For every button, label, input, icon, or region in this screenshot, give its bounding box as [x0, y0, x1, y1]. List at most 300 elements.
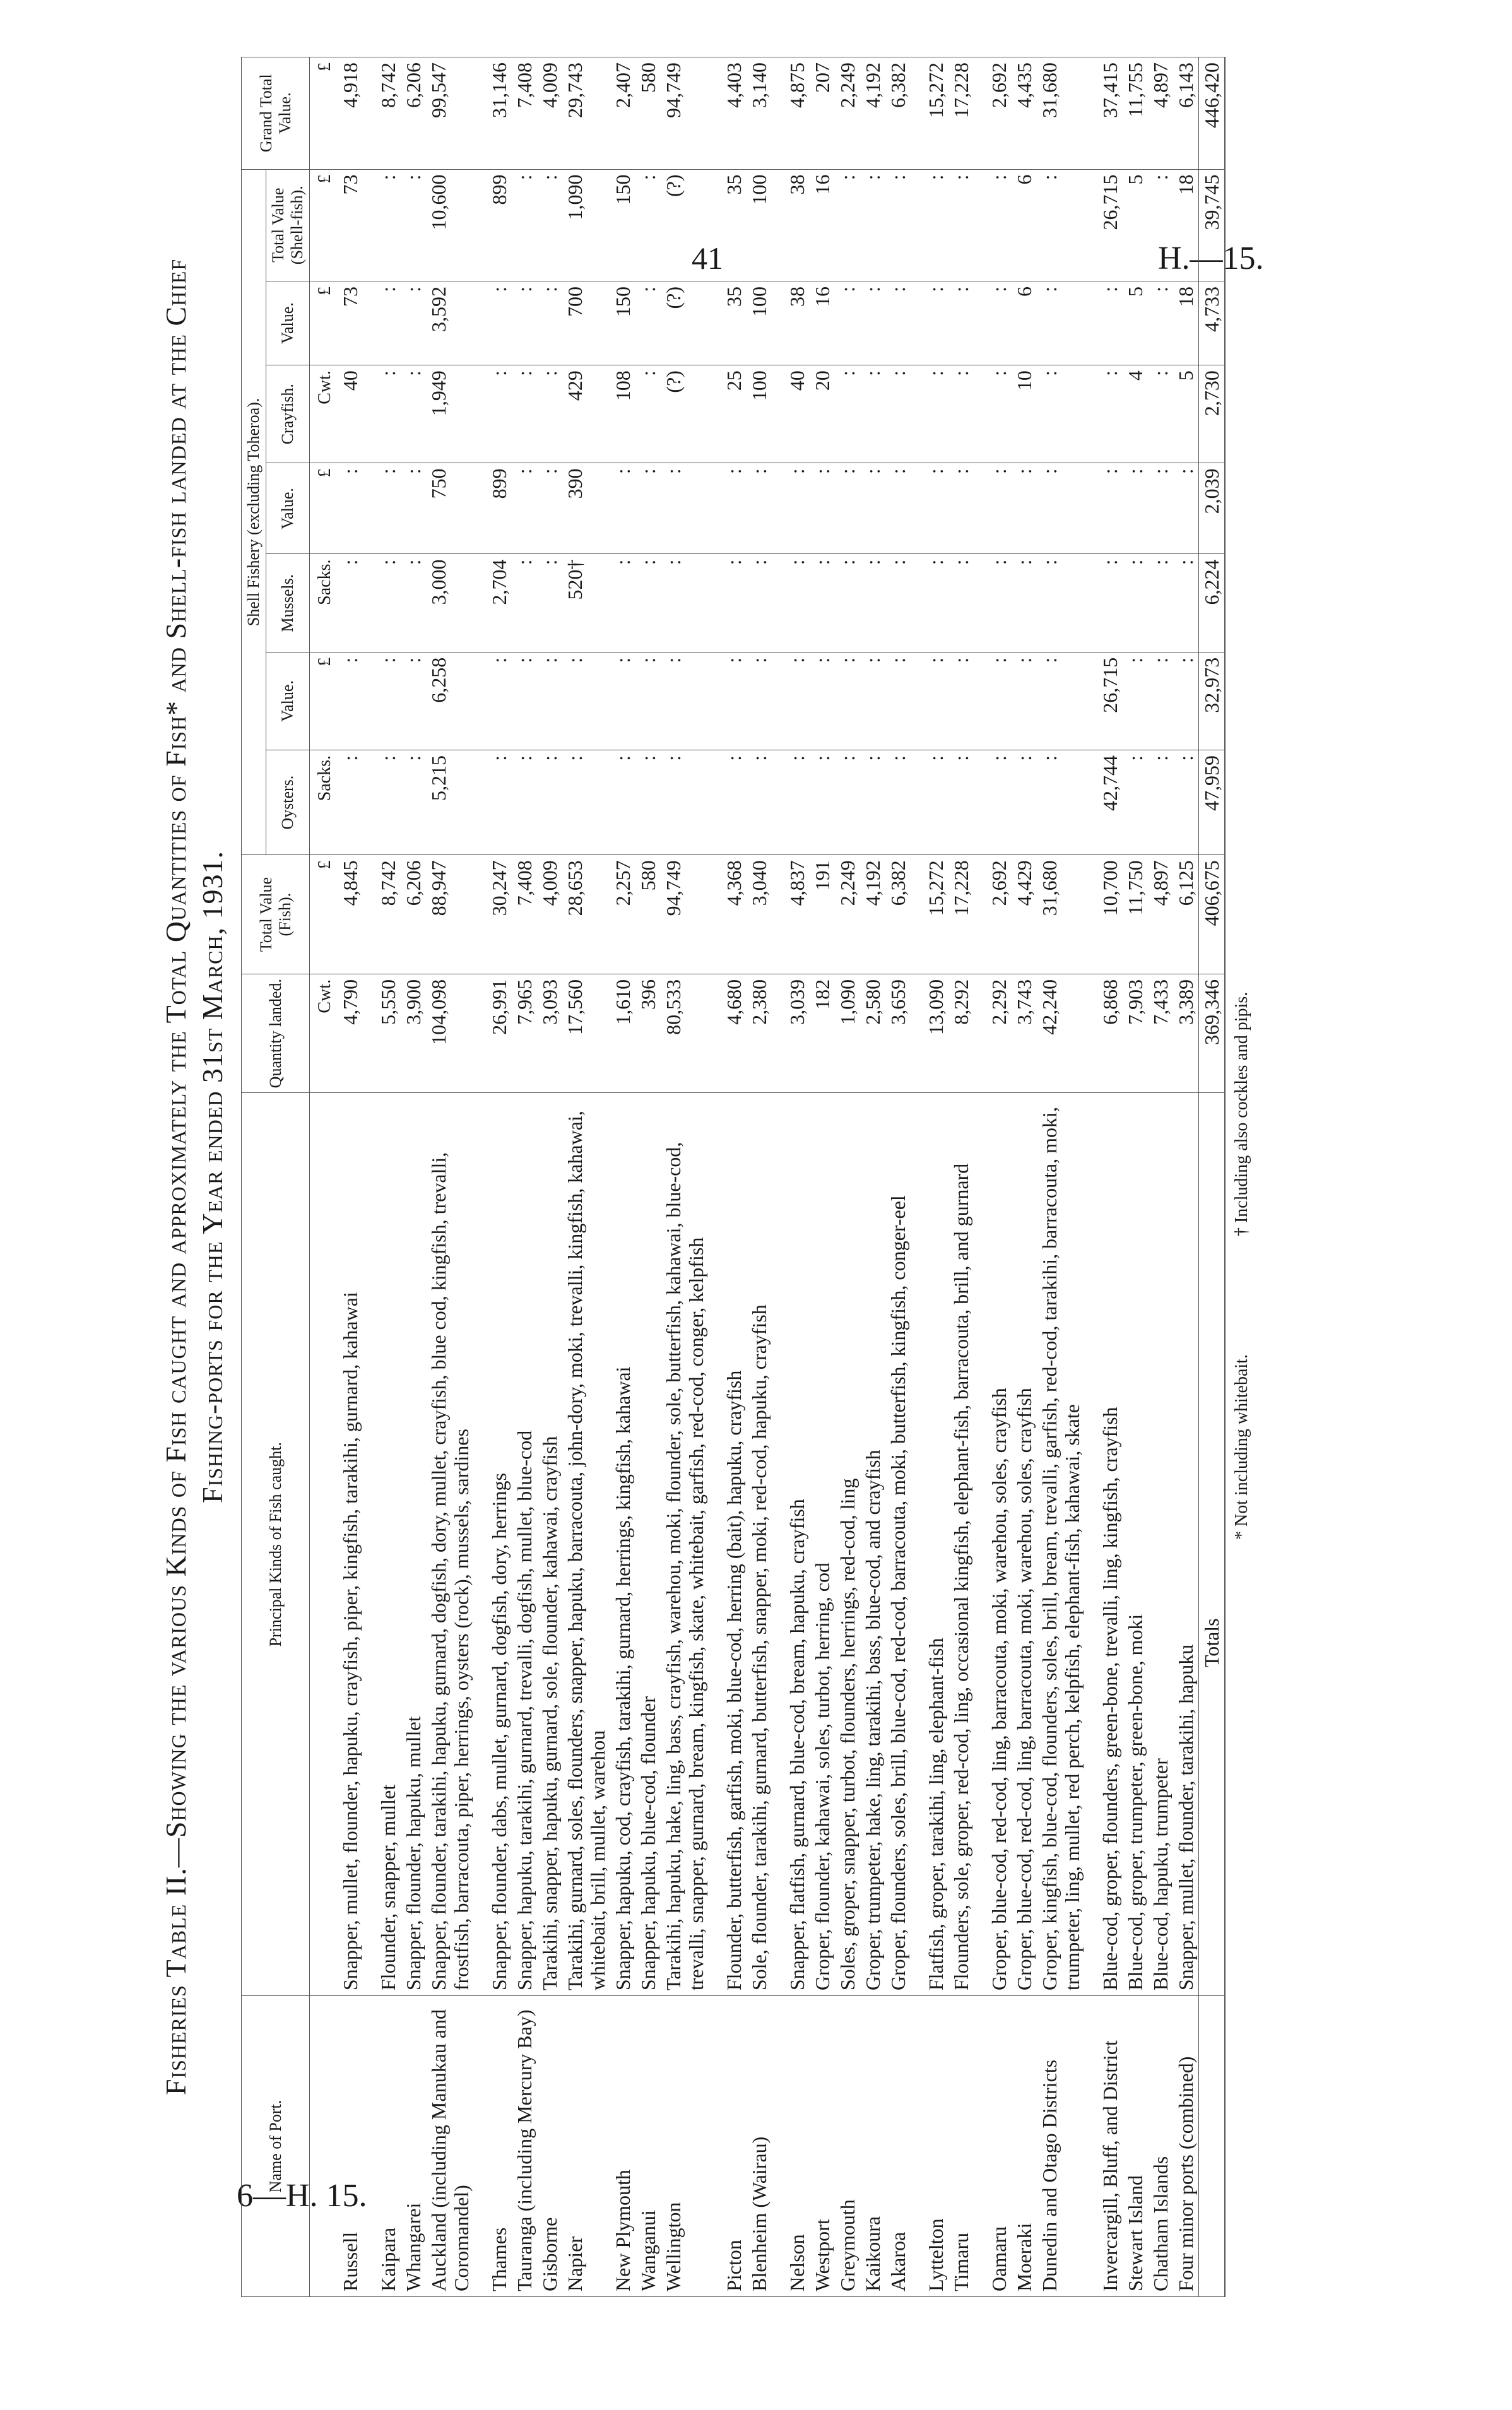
quantity-cell: 182	[810, 974, 835, 1093]
fish-kinds: Snapper, flounder, hapuku, mullet	[401, 1093, 426, 1996]
fish-kinds: Flounders, sole, groper, red-cod, ling, occasional kingfish, elephant-fish, barracouta, brill, and gurnard	[948, 1093, 974, 1996]
fish-kinds: Groper, blue-cod, red-cod, ling, barracouta, moki, warehou, soles, crayfish	[974, 1093, 1012, 1996]
table-row	[1123, 57, 1148, 2297]
mussels-value-cell: :	[1037, 463, 1085, 554]
mussels-cell: :	[1148, 554, 1173, 652]
fish-kinds: Snapper, hapuku, tarakihi, gurnard, trevalli, dogfish, mullet, blue-cod	[512, 1093, 537, 1996]
quantity-cell: 8,292	[948, 974, 974, 1093]
port-name: Auckland (including Manukau and Coromandel)	[426, 1996, 474, 2297]
fish-kinds: Groper, trumpeter, hake, ling, tarakihi, bass, blue-cod, and crayfish	[860, 1093, 885, 1996]
oysters-cell: :	[709, 750, 747, 855]
fish-value-cell: 28,653	[562, 855, 610, 974]
totals-cell: 32,973	[1199, 652, 1226, 750]
crayfish-value-cell: 18	[1173, 281, 1199, 365]
mussels-value-cell: :	[1085, 463, 1123, 554]
grand-total-cell: 2,692	[974, 57, 1012, 170]
mussels-value-cell: :	[974, 463, 1012, 554]
oysters-value-cell: :	[1123, 652, 1148, 750]
table-row	[426, 57, 474, 2297]
crayfish-value-cell: (?)	[661, 281, 709, 365]
table-row	[635, 57, 661, 2297]
crayfish-value-cell: :	[885, 281, 911, 365]
totals-label: Totals	[1199, 1093, 1226, 1996]
totals-cell: 6,224	[1199, 554, 1226, 652]
header-kinds: Principal Kinds of Fish caught.	[242, 1093, 310, 1996]
fish-kinds: Blue-cod, hapuku, trumpeter	[1148, 1093, 1173, 1996]
mussels-cell: 3,000	[426, 554, 474, 652]
mussels-cell: 520†	[562, 554, 610, 652]
grand-total-cell: 15,272	[911, 57, 948, 170]
port-name: Napier	[562, 1996, 610, 2297]
oysters-value-cell: :	[911, 652, 948, 750]
fish-kinds: Snapper, mullet, flounder, tarakihi, hapuku	[1173, 1093, 1199, 1996]
title-line-2: Fishing-ports for the Year ended 31st March, 1931.	[196, 850, 228, 1504]
shell-total-cell: :	[860, 169, 885, 281]
mussels-cell: :	[885, 554, 911, 652]
mussels-value-cell: :	[661, 463, 709, 554]
mussels-value-cell: :	[747, 463, 772, 554]
grand-total-cell: 31,680	[1037, 57, 1085, 170]
fish-value-cell: 8,742	[363, 855, 401, 974]
shell-total-cell: :	[1148, 169, 1173, 281]
crayfish-cell: :	[512, 365, 537, 463]
crayfish-cell: 40	[338, 365, 363, 463]
oysters-value-cell: :	[537, 652, 562, 750]
quantity-cell: 3,039	[772, 974, 810, 1093]
header-crayfish: Crayfish.	[266, 365, 310, 463]
crayfish-value-cell: 6	[1012, 281, 1037, 365]
header-mussels: Mussels.	[266, 554, 310, 652]
fish-value-cell: 88,947	[426, 855, 474, 974]
crayfish-cell: :	[885, 365, 911, 463]
oysters-cell: :	[1037, 750, 1085, 855]
crayfish-value-cell: :	[537, 281, 562, 365]
port-name: Picton	[709, 1996, 747, 2297]
crayfish-value-cell: 73	[338, 281, 363, 365]
oysters-cell: :	[661, 750, 709, 855]
table-row	[661, 57, 709, 2297]
mussels-cell: :	[948, 554, 974, 652]
port-name: Lyttelton	[911, 1996, 948, 2297]
shell-total-cell: 1,090	[562, 169, 610, 281]
fish-kinds: Blue-cod, groper, trumpeter, green-bone, moki	[1123, 1093, 1148, 1996]
oysters-cell: :	[835, 750, 860, 855]
fish-value-cell: 3,040	[747, 855, 772, 974]
oysters-cell: :	[610, 750, 635, 855]
crayfish-value-cell: :	[974, 281, 1012, 365]
port-name: Thames	[474, 1996, 512, 2297]
fish-value-cell: 15,272	[911, 855, 948, 974]
oysters-value-cell: :	[661, 652, 709, 750]
fish-value-cell: 6,125	[1173, 855, 1199, 974]
grand-total-cell: 6,206	[401, 57, 426, 170]
mussels-value-cell: :	[948, 463, 974, 554]
unit-cell: £	[310, 463, 338, 554]
grand-total-cell: 580	[635, 57, 661, 170]
grand-total-cell: 207	[810, 57, 835, 170]
fish-value-cell: 11,750	[1123, 855, 1148, 974]
crayfish-value-cell: :	[363, 281, 401, 365]
table-row	[537, 57, 562, 2297]
totals-cell: 4,733	[1199, 281, 1226, 365]
oysters-value-cell: :	[610, 652, 635, 750]
crayfish-value-cell: :	[1085, 281, 1123, 365]
crayfish-cell: 1,949	[426, 365, 474, 463]
oysters-cell: :	[810, 750, 835, 855]
grand-total-cell: 4,009	[537, 57, 562, 170]
oysters-value-cell: :	[974, 652, 1012, 750]
oysters-value-cell: :	[635, 652, 661, 750]
crayfish-cell: :	[635, 365, 661, 463]
fish-kinds: Flatfish, groper, tarakihi, ling, elephant-fish	[911, 1093, 948, 1996]
crayfish-cell: :	[537, 365, 562, 463]
oysters-value-cell: :	[885, 652, 911, 750]
shell-total-cell: 18	[1173, 169, 1199, 281]
totals-cell: 2,039	[1199, 463, 1226, 554]
table-row	[974, 57, 1012, 2297]
fish-kinds: Flounder, butterfish, garfish, moki, blue-cod, herring (bait), hapuku, crayfish	[709, 1093, 747, 1996]
table-row	[610, 57, 635, 2297]
table-row	[860, 57, 885, 2297]
totals-cell: 406,675	[1199, 855, 1226, 974]
fish-value-cell: 4,837	[772, 855, 810, 974]
mussels-cell: :	[635, 554, 661, 652]
totals-cell: 446,420	[1199, 57, 1226, 170]
fish-kinds: Snapper, flounder, dabs, mullet, gurnard, dogfish, dory, herrings	[474, 1093, 512, 1996]
quantity-cell: 2,380	[747, 974, 772, 1093]
mussels-cell: :	[860, 554, 885, 652]
table-row	[1012, 57, 1037, 2297]
mussels-value-cell: :	[835, 463, 860, 554]
port-name: Wellington	[661, 1996, 709, 2297]
quantity-cell: 7,433	[1148, 974, 1173, 1093]
oysters-value-cell: :	[363, 652, 401, 750]
oysters-value-cell: :	[810, 652, 835, 750]
shell-total-cell: :	[1037, 169, 1085, 281]
footnote-mussels: † Including also cockles and pipis.	[1232, 991, 1251, 1237]
unit-cell: £	[310, 169, 338, 281]
fish-kinds: Tarakihi, gurnard, soles, flounders, snapper, hapuku, barracouta, john-dory, moki, trevalli, kingfish, kahawai, whitebait, brill, mullet, warehou	[562, 1093, 610, 1996]
oysters-cell: :	[1123, 750, 1148, 855]
crayfish-value-cell: :	[948, 281, 974, 365]
port-name: Akaroa	[885, 1996, 911, 2297]
mussels-value-cell: :	[363, 463, 401, 554]
crayfish-cell: :	[860, 365, 885, 463]
shell-total-cell: :	[885, 169, 911, 281]
fish-value-cell: 4,429	[1012, 855, 1037, 974]
fish-kinds: Tarakihi, hapuku, hake, ling, bass, crayfish, warehou, moki, flounder, sole, butterfish, kahawai, blue-cod, trevalli, snapper, gurnard, bream, kingfish, skate, whitebait, garfish, red-cod, conger, kelpfish	[661, 1093, 709, 1996]
oysters-value-cell: :	[401, 652, 426, 750]
shell-total-cell: :	[363, 169, 401, 281]
unit-cell: £	[310, 281, 338, 365]
shell-total-cell: 6	[1012, 169, 1037, 281]
fish-value-cell: 4,897	[1148, 855, 1173, 974]
crayfish-value-cell: :	[474, 281, 512, 365]
mussels-value-cell: :	[635, 463, 661, 554]
grand-total-cell: 7,408	[512, 57, 537, 170]
mussels-value-cell: :	[610, 463, 635, 554]
mussels-cell: :	[747, 554, 772, 652]
port-name: Stewart Island	[1123, 1996, 1148, 2297]
oysters-cell: 42,744	[1085, 750, 1123, 855]
shell-total-cell: 5	[1123, 169, 1148, 281]
oysters-value-cell: 6,258	[426, 652, 474, 750]
fish-kinds: Soles, groper, snapper, turbot, flounders, herrings, red-cod, ling	[835, 1093, 860, 1996]
grand-total-cell: 2,249	[835, 57, 860, 170]
quantity-cell: 5,550	[363, 974, 401, 1093]
fish-value-cell: 30,247	[474, 855, 512, 974]
unit-cell: Cwt.	[310, 365, 338, 463]
crayfish-cell: :	[974, 365, 1012, 463]
fish-kinds: Groper, flounder, kahawai, soles, turbot, herring, cod	[810, 1093, 835, 1996]
oysters-cell: :	[974, 750, 1012, 855]
shell-total-cell: :	[948, 169, 974, 281]
grand-total-cell: 6,382	[885, 57, 911, 170]
fish-kinds: Snapper, flatfish, gurnard, blue-cod, bream, hapuku, crayfish	[772, 1093, 810, 1996]
table-row	[772, 57, 810, 2297]
crayfish-value-cell: 38	[772, 281, 810, 365]
crayfish-value-cell: :	[835, 281, 860, 365]
mussels-value-cell: 390	[562, 463, 610, 554]
mussels-cell: 2,704	[474, 554, 512, 652]
shell-total-cell: 899	[474, 169, 512, 281]
quantity-cell: 4,680	[709, 974, 747, 1093]
mussels-cell: :	[709, 554, 747, 652]
crayfish-cell: :	[835, 365, 860, 463]
crayfish-value-cell: :	[512, 281, 537, 365]
table-row	[1148, 57, 1173, 2297]
document-code: H.—15.	[1158, 240, 1264, 276]
crayfish-value-cell: 150	[610, 281, 635, 365]
mussels-value-cell: :	[1173, 463, 1199, 554]
oysters-value-cell: :	[709, 652, 747, 750]
mussels-value-cell: 899	[474, 463, 512, 554]
oysters-value-cell: :	[338, 652, 363, 750]
table-row	[338, 57, 363, 2297]
crayfish-cell: 5	[1173, 365, 1199, 463]
crayfish-cell: :	[1037, 365, 1085, 463]
mussels-cell: :	[338, 554, 363, 652]
oysters-cell: :	[948, 750, 974, 855]
shell-total-cell: 38	[772, 169, 810, 281]
footnote-whitebait: * Not including whitebait.	[1232, 1354, 1251, 1540]
header-quantity: Quantity landed.	[242, 974, 310, 1093]
mussels-value-cell: 750	[426, 463, 474, 554]
mussels-value-cell: :	[1012, 463, 1037, 554]
grand-total-cell: 94,749	[661, 57, 709, 170]
crayfish-cell: 40	[772, 365, 810, 463]
header-crayfish-value: Value.	[266, 281, 310, 365]
mussels-cell: :	[363, 554, 401, 652]
crayfish-value-cell: :	[635, 281, 661, 365]
grand-total-cell: 99,547	[426, 57, 474, 170]
oysters-value-cell: :	[474, 652, 512, 750]
shell-total-cell: :	[635, 169, 661, 281]
fish-value-cell: 6,206	[401, 855, 426, 974]
grand-total-cell: 6,143	[1173, 57, 1199, 170]
mussels-value-cell: :	[512, 463, 537, 554]
oysters-cell: :	[537, 750, 562, 855]
port-name: Moeraki	[1012, 1996, 1037, 2297]
fish-kinds: Sole, flounder, tarakihi, gurnard, butterfish, snapper, moki, red-cod, hapuku, crayfish	[747, 1093, 772, 1996]
port-name: Dunedin and Otago Districts	[1037, 1996, 1085, 2297]
crayfish-cell: :	[401, 365, 426, 463]
shell-total-cell: 10,600	[426, 169, 474, 281]
fish-value-cell: 7,408	[512, 855, 537, 974]
mussels-value-cell: :	[537, 463, 562, 554]
unit-cell	[310, 1093, 338, 1996]
oysters-cell: :	[635, 750, 661, 855]
unit-cell	[310, 1996, 338, 2297]
header-shell-total: Total Value (Shell-fish).	[266, 169, 310, 281]
mussels-value-cell: :	[1123, 463, 1148, 554]
crayfish-value-cell: 5	[1123, 281, 1148, 365]
crayfish-cell: :	[474, 365, 512, 463]
shell-total-cell: 100	[747, 169, 772, 281]
title-line-1: Fisheries Table II.—Showing the various Kinds of Fish caught and approximately the Total Quantities of Fish* and Shell-fish landed at the Chief	[160, 258, 192, 2096]
grand-total-cell: 2,407	[610, 57, 635, 170]
fish-value-cell: 31,680	[1037, 855, 1085, 974]
port-name: Westport	[810, 1996, 835, 2297]
fish-kinds: Snapper, flounder, tarakihi, hapuku, gurnard, dogfish, dory, mullet, crayfish, blue cod, kingfish, trevalli, frostfish, barracouta, piper, herrings, oysters (rock), mussels, sardines	[426, 1093, 474, 1996]
port-name: Whangarei	[401, 1996, 426, 2297]
fish-value-cell: 2,692	[974, 855, 1012, 974]
oysters-cell: :	[338, 750, 363, 855]
oysters-cell: :	[401, 750, 426, 855]
grand-total-cell: 3,140	[747, 57, 772, 170]
oysters-cell: :	[1173, 750, 1199, 855]
crayfish-value-cell: :	[1148, 281, 1173, 365]
crayfish-value-cell: 100	[747, 281, 772, 365]
fish-value-cell: 4,845	[338, 855, 363, 974]
mussels-cell: :	[537, 554, 562, 652]
port-name: Gisborne	[537, 1996, 562, 2297]
oysters-cell: :	[474, 750, 512, 855]
mussels-cell: :	[1123, 554, 1148, 652]
port-name: Four minor ports (combined)	[1173, 1996, 1199, 2297]
fish-value-cell: 2,257	[610, 855, 635, 974]
port-name: Wanganui	[635, 1996, 661, 2297]
port-name: Tauranga (including Mercury Bay)	[512, 1996, 537, 2297]
table-row	[474, 57, 512, 2297]
fish-kinds: Snapper, hapuku, cod, crayfish, tarakihi, gurnard, herrings, kingfish, kahawai	[610, 1093, 635, 1996]
table-row	[885, 57, 911, 2297]
fish-kinds: Snapper, mullet, flounder, hapuku, crayfish, piper, kingfish, tarakihi, gurnard, kahawai	[338, 1093, 363, 1996]
port-name: Invercargill, Bluff, and District	[1085, 1996, 1123, 2297]
grand-total-cell: 11,755	[1123, 57, 1148, 170]
mussels-value-cell: :	[1148, 463, 1173, 554]
unit-cell: £	[310, 855, 338, 974]
mussels-value-cell: :	[338, 463, 363, 554]
crayfish-value-cell: 35	[709, 281, 747, 365]
header-fish-value: Total Value (Fish).	[242, 855, 310, 974]
page-number: 41	[692, 240, 723, 276]
grand-total-cell: 8,742	[363, 57, 401, 170]
oysters-cell: :	[911, 750, 948, 855]
oysters-value-cell: :	[1148, 652, 1173, 750]
fish-value-cell: 4,192	[860, 855, 885, 974]
fish-kinds: Blue-cod, groper, flounders, green-bone, trevalli, ling, kingfish, crayfish	[1085, 1093, 1123, 1996]
port-name: Kaipara	[363, 1996, 401, 2297]
unit-cell: Sacks.	[310, 554, 338, 652]
oysters-cell: :	[562, 750, 610, 855]
grand-total-cell: 4,918	[338, 57, 363, 170]
table-row	[709, 57, 747, 2297]
grand-total-cell: 17,228	[948, 57, 974, 170]
rotated-table-block	[158, 57, 1251, 2297]
table-row	[835, 57, 860, 2297]
shell-total-cell: 26,715	[1085, 169, 1123, 281]
grand-total-cell: 4,875	[772, 57, 810, 170]
crayfish-cell: :	[1148, 365, 1173, 463]
unit-cell: Cwt.	[310, 974, 338, 1093]
oysters-value-cell: :	[1173, 652, 1199, 750]
crayfish-value-cell: :	[911, 281, 948, 365]
footnotes	[1232, 57, 1252, 2297]
fish-value-cell: 4,368	[709, 855, 747, 974]
mussels-value-cell: :	[885, 463, 911, 554]
oysters-value-cell: :	[747, 652, 772, 750]
quantity-cell: 2,580	[860, 974, 885, 1093]
unit-cell: £	[310, 652, 338, 750]
fish-kinds: Snapper, hapuku, blue-cod, flounder	[635, 1093, 661, 1996]
shell-total-cell: :	[537, 169, 562, 281]
crayfish-cell: 10	[1012, 365, 1037, 463]
totals-cell: 47,959	[1199, 750, 1226, 855]
port-name: New Plymouth	[610, 1996, 635, 2297]
shell-total-cell: (?)	[661, 169, 709, 281]
table-title	[158, 57, 231, 2297]
quantity-cell: 80,533	[661, 974, 709, 1093]
oysters-value-cell: :	[835, 652, 860, 750]
fish-kinds: Tarakihi, snapper, hapuku, gurnard, sole, flounder, kahawai, crayfish	[537, 1093, 562, 1996]
table-row	[1085, 57, 1123, 2297]
port-name: Kaikoura	[860, 1996, 885, 2297]
quantity-cell: 17,560	[562, 974, 610, 1093]
quantity-cell: 1,090	[835, 974, 860, 1093]
table-row	[911, 57, 948, 2297]
crayfish-cell: 429	[562, 365, 610, 463]
unit-cell: Sacks.	[310, 750, 338, 855]
table-row	[562, 57, 610, 2297]
port-name: Oamaru	[974, 1996, 1012, 2297]
crayfish-cell: 108	[610, 365, 635, 463]
oysters-value-cell: :	[948, 652, 974, 750]
fish-value-cell: 6,382	[885, 855, 911, 974]
header-oysters: Oysters.	[266, 750, 310, 855]
quantity-cell: 42,240	[1037, 974, 1085, 1093]
quantity-cell: 3,900	[401, 974, 426, 1093]
mussels-cell: :	[401, 554, 426, 652]
shell-total-cell: 16	[810, 169, 835, 281]
mussels-cell: :	[661, 554, 709, 652]
fish-value-cell: 191	[810, 855, 835, 974]
oysters-cell: :	[363, 750, 401, 855]
header-grand-total: Grand Total Value.	[242, 57, 310, 170]
grand-total-cell: 4,435	[1012, 57, 1037, 170]
oysters-value-cell: :	[1037, 652, 1085, 750]
mussels-cell: :	[974, 554, 1012, 652]
crayfish-value-cell: 16	[810, 281, 835, 365]
quantity-cell: 7,965	[512, 974, 537, 1093]
mussels-cell: :	[772, 554, 810, 652]
fish-kinds: Groper, blue-cod, red-cod, ling, barracouta, moki, warehou, soles, crayfish	[1012, 1093, 1037, 1996]
oysters-value-cell: :	[860, 652, 885, 750]
oysters-value-cell: :	[772, 652, 810, 750]
quantity-cell: 7,903	[1123, 974, 1148, 1093]
shell-total-cell: :	[835, 169, 860, 281]
table-row	[363, 57, 401, 2297]
